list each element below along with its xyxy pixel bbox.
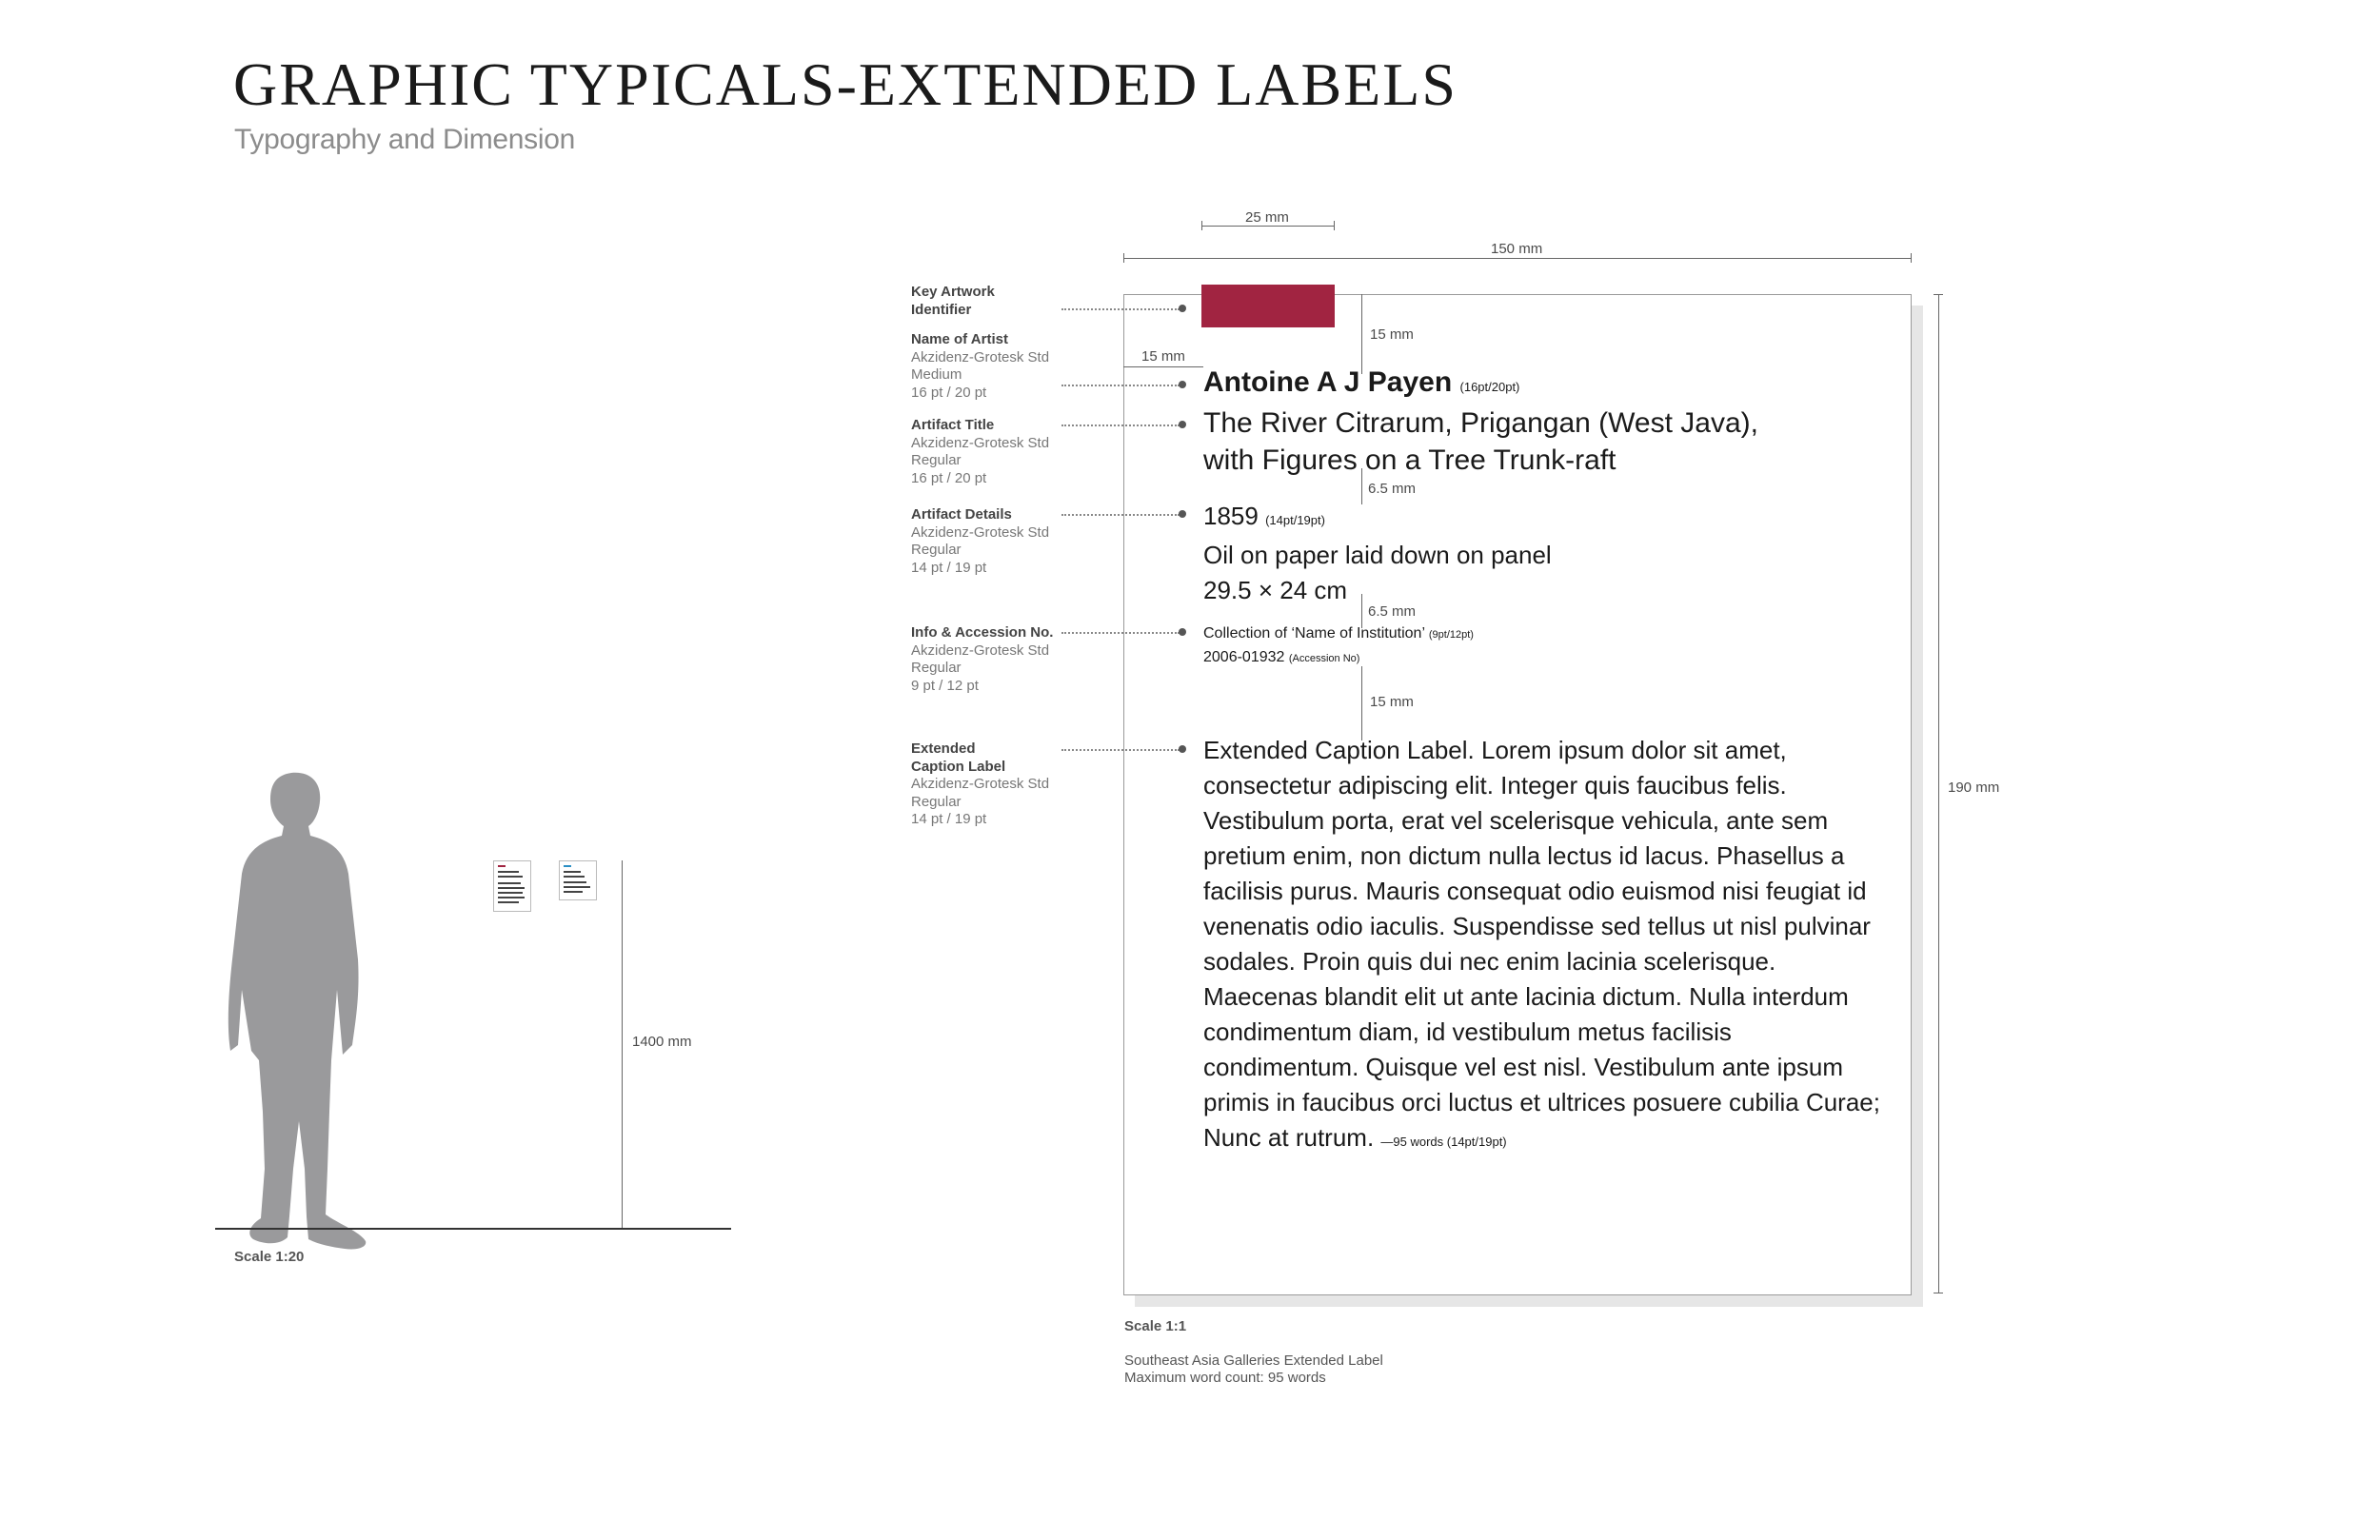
gap-info-caption-dimension (1361, 666, 1362, 740)
artifact-title (1203, 405, 1758, 479)
gap-title-details-label: 6.5 mm (1368, 481, 1417, 497)
spec-artifact-details (911, 506, 1049, 577)
spec-line: Akzidenz-Grotesk Std (911, 776, 1050, 792)
leader-line (1061, 424, 1180, 426)
figure-scale-label: Scale 1:20 (234, 1249, 305, 1265)
artifact-title-line: with Figures on a Tree Trunk-raft (1203, 444, 1616, 476)
spec-line: 14 pt / 19 pt (911, 811, 987, 827)
mini-bar (564, 865, 571, 867)
artifact-details (1203, 499, 1552, 608)
extended-caption (1203, 733, 1889, 1159)
year-text: 1859 (1203, 502, 1259, 530)
leader-line (1061, 632, 1180, 634)
floor-line (215, 1228, 731, 1230)
spec-line: 16 pt / 20 pt (911, 469, 987, 486)
spec-head: Extended (911, 740, 976, 757)
mini-bar (498, 887, 525, 889)
artifact-year (1203, 499, 1552, 538)
scale-label: Scale 1:1 (1124, 1318, 1187, 1334)
artifact-title-line: The River Citrarum, Prigangan (West Java), (1203, 407, 1758, 439)
spec-line: Identifier (911, 301, 972, 318)
spec-line: Caption Label (911, 758, 1006, 775)
dim-tick (1911, 253, 1912, 263)
label-width-dimension (1123, 258, 1912, 259)
spec-head: Info & Accession No. (911, 624, 1054, 641)
spec-line: Regular (911, 660, 962, 676)
page-subtitle: Typography and Dimension (234, 124, 576, 155)
spec-key-artwork (911, 284, 995, 319)
mini-bar (564, 871, 581, 873)
spec-head: Name of Artist (911, 331, 1008, 347)
dim-tick (1123, 253, 1124, 263)
label-height-dimension (1938, 294, 1939, 1293)
year-note: (14pt/19pt) (1265, 513, 1325, 527)
leader-bullet (1179, 628, 1186, 636)
spec-line: Medium (911, 366, 962, 383)
label-height-label: 190 mm (1948, 780, 2000, 796)
leader-bullet (1179, 421, 1186, 428)
mini-bar (498, 897, 525, 898)
mount-height-label: 1400 mm (632, 1034, 692, 1050)
mini-bar (498, 892, 523, 894)
spec-line: Akzidenz-Grotesk Std (911, 348, 1050, 365)
mini-label-card (559, 860, 597, 900)
artifact-size: 29.5 × 24 cm (1203, 576, 1348, 604)
dim-tick (1934, 294, 1943, 295)
spec-line: Regular (911, 793, 962, 810)
spec-head: Artifact Details (911, 506, 1012, 523)
caption-text: Extended Caption Label. Lorem ipsum dolor sit amet, consectetur adipiscing elit. Integer quis faucibus felis. Vestibulum porta, erat vel scelerisque vehicula, ante sem pretium enim, non dictum nulla lectus id lacus. Phasellus a facilisis purus. Mauris consequat odio euismod nisi feugiat id venenatis odio iaculis. Suspendisse sed tellus ut nisl pulvinar sodales. Proin quis dui nec enim lacinia scelerisque. Maecenas blandit elit ut ante lacinia dictum. Nulla interdum condimentum diam, id vestibulum metus facilisis condimentum. Quisque vel est nisl. Vestibulum ante ipsum primis in faucibus orci luctus et ultrices posuere cubilia Curae; Nunc at rutrum. (1203, 736, 1880, 1152)
spec-head: Artifact Title (911, 417, 995, 433)
spec-head: Key Artwork (911, 284, 995, 300)
collection-line (1203, 622, 1474, 646)
mini-bar (498, 882, 521, 884)
mini-bar (564, 876, 585, 878)
key-artwork-identifier (1201, 285, 1335, 327)
leader-bullet (1179, 381, 1186, 388)
label-width-label: 150 mm (1491, 241, 1543, 257)
mini-bar (498, 876, 523, 878)
block-width-label: 25 mm (1245, 209, 1289, 226)
leader-bullet (1179, 745, 1186, 753)
leader-line (1061, 385, 1180, 386)
mini-bar (564, 881, 586, 883)
leader-line (1061, 308, 1180, 310)
spec-line: Akzidenz-Grotesk Std (911, 642, 1050, 659)
spec-line: Akzidenz-Grotesk Std (911, 434, 1050, 451)
mini-bar (564, 891, 583, 893)
artist-note: (16pt/20pt) (1459, 380, 1520, 394)
accession-line (1203, 646, 1474, 670)
leader-bullet (1179, 510, 1186, 518)
spec-line: Regular (911, 542, 962, 558)
spec-line: Akzidenz-Grotesk Std (911, 523, 1050, 541)
dim-tick (1201, 221, 1202, 230)
top-gap-dimension (1361, 294, 1362, 374)
collection-text: Collection of ‘Name of Institution’ (1203, 625, 1425, 642)
footer-note-line1: Southeast Asia Galleries Extended Label (1124, 1352, 1383, 1369)
caption-note: —95 words (14pt/19pt) (1380, 1135, 1507, 1149)
left-margin-dimension (1123, 366, 1203, 367)
spec-line: 16 pt / 20 pt (911, 384, 987, 401)
spec-line: 14 pt / 19 pt (911, 559, 987, 576)
collection-note: (9pt/12pt) (1428, 629, 1474, 641)
human-figure-icon (227, 769, 371, 1256)
spec-artist-name (911, 331, 1049, 402)
spec-line: 9 pt / 12 pt (911, 677, 979, 694)
mount-height-dimension (622, 860, 623, 1228)
leader-line (1061, 514, 1180, 516)
artist-name-text: Antoine A J Payen (1203, 366, 1453, 398)
gap-details-info-label: 6.5 mm (1368, 603, 1417, 620)
spec-info-accession (911, 624, 1053, 695)
accession-note: (Accession No) (1288, 653, 1360, 664)
top-gap-label: 15 mm (1370, 326, 1414, 343)
leader-bullet (1179, 305, 1186, 312)
gap-info-caption-label: 15 mm (1370, 694, 1414, 710)
accession-text: 2006-01932 (1203, 649, 1285, 665)
leader-line (1061, 749, 1180, 751)
mini-bar (498, 871, 519, 873)
spec-artifact-title (911, 417, 1049, 487)
page-title: GRAPHIC TYPICALS-EXTENDED LABELS (233, 50, 1458, 118)
info-accession (1203, 622, 1474, 670)
left-margin-label: 15 mm (1141, 348, 1185, 365)
mini-label-card (493, 860, 531, 912)
mini-bar (564, 886, 590, 888)
artist-name (1203, 366, 1519, 399)
footer-note-line2: Maximum word count: 95 words (1124, 1370, 1326, 1386)
artifact-medium: Oil on paper laid down on panel (1203, 541, 1552, 569)
mini-bar (498, 865, 506, 867)
spec-line: Regular (911, 452, 962, 468)
mini-bar (498, 901, 519, 903)
spec-extended-caption (911, 740, 1049, 829)
dim-tick (1334, 221, 1335, 230)
